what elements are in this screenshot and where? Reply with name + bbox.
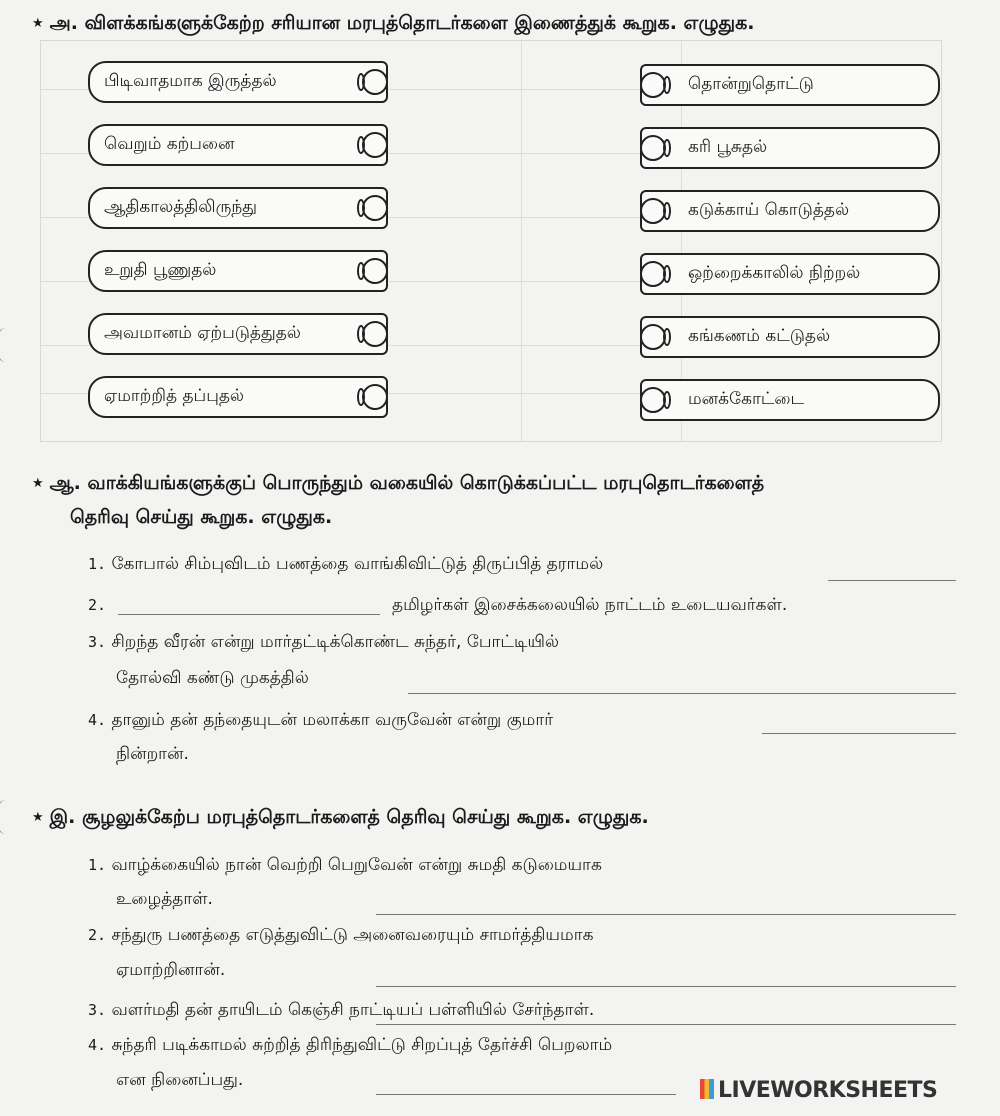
connector-knob[interactable] bbox=[640, 324, 666, 350]
section-i-title: இ. சூழலுக்கேற்ப மரபுத்தொடர்களைத் தெரிவு செய்து கூறுக. எழுதுக. bbox=[49, 806, 649, 828]
match-right-label: தொன்றுதொட்டு bbox=[688, 74, 814, 94]
sentence-item bbox=[88, 595, 106, 615]
connector-knob[interactable] bbox=[362, 132, 388, 158]
match-left-item[interactable] bbox=[88, 61, 388, 103]
match-right-item[interactable] bbox=[640, 127, 940, 169]
match-right-item[interactable] bbox=[640, 64, 940, 106]
sentence-text: சந்துரு பணத்தை எடுத்துவிட்டு அனைவரையும் சாமர்த்தியமாக bbox=[111, 925, 594, 945]
sentence-item bbox=[88, 925, 593, 947]
star-icon: ★ bbox=[32, 476, 44, 491]
answer-blank[interactable] bbox=[408, 693, 956, 694]
match-right-item[interactable] bbox=[640, 190, 940, 232]
connector-knob[interactable] bbox=[362, 69, 388, 95]
item-number: 2. bbox=[88, 926, 107, 944]
item-number: 4. bbox=[88, 1036, 107, 1054]
connector-knob[interactable] bbox=[640, 72, 666, 98]
answer-blank[interactable] bbox=[376, 1024, 956, 1025]
section-a-heading bbox=[32, 12, 755, 37]
connector-knob[interactable] bbox=[362, 195, 388, 221]
answer-blank[interactable] bbox=[828, 580, 956, 581]
match-left-label: வெறும் கற்பனை bbox=[104, 134, 235, 154]
sentence-text: வளர்மதி தன் தாயிடம் கெஞ்சி நாட்டியப் பள்ளியில் சேர்ந்தாள். bbox=[111, 1000, 595, 1020]
sentence-item bbox=[88, 855, 602, 877]
connector-knob[interactable] bbox=[640, 387, 666, 413]
connector-knob[interactable] bbox=[362, 258, 388, 284]
match-right-label: மனக்கோட்டை bbox=[688, 389, 805, 409]
sentence-text: தமிழர்கள் இசைக்கலையில் நாட்டம் உடையவர்கள். bbox=[392, 595, 788, 615]
page-edge-mark bbox=[0, 328, 17, 362]
logo-text: LIVEWORKSHEETS bbox=[718, 1078, 938, 1103]
star-icon: ★ bbox=[32, 810, 44, 825]
match-right-label: கடுக்காய் கொடுத்தல் bbox=[688, 200, 850, 220]
item-number: 4. bbox=[88, 711, 107, 729]
page-edge-mark bbox=[0, 800, 17, 834]
sentence-text: தானும் தன் தந்தையுடன் மலாக்கா வருவேன் என்று குமார் bbox=[111, 710, 554, 730]
answer-blank[interactable] bbox=[376, 914, 956, 915]
section-aa-heading bbox=[32, 472, 764, 497]
match-left-item[interactable] bbox=[88, 124, 388, 166]
star-icon: ★ bbox=[32, 16, 44, 31]
connector-knob[interactable] bbox=[640, 198, 666, 224]
item-number: 2. bbox=[88, 596, 107, 614]
item-number: 3. bbox=[88, 633, 107, 651]
sentence-text-cont: உழைத்தாள். bbox=[116, 889, 213, 909]
sentence-item bbox=[88, 1000, 594, 1022]
connector-knob[interactable] bbox=[640, 261, 666, 287]
answer-blank[interactable] bbox=[762, 733, 956, 734]
sentence-item bbox=[88, 554, 603, 576]
connector-knob[interactable] bbox=[362, 321, 388, 347]
sentence-text: கோபால் சிம்புவிடம் பணத்தை வாங்கிவிட்டுத் திருப்பித் தராமல் bbox=[111, 554, 604, 574]
section-i-heading bbox=[32, 806, 649, 831]
match-left-label: ஏமாற்றித் தப்புதல் bbox=[104, 386, 245, 406]
match-left-item[interactable] bbox=[88, 187, 388, 229]
match-left-label: ஆதிகாலத்திலிருந்து bbox=[104, 197, 258, 217]
sentence-item bbox=[88, 710, 553, 732]
sentence-item bbox=[88, 1035, 612, 1057]
match-right-item[interactable] bbox=[640, 316, 940, 358]
section-aa-title-line1: ஆ. வாக்கியங்களுக்குப் பொருந்தும் வகையில் கொடுக்கப்பட்ட மரபுதொடர்களைத் bbox=[49, 472, 765, 494]
match-left-item[interactable] bbox=[88, 313, 388, 355]
match-left-label: அவமானம் ஏற்படுத்துதல் bbox=[104, 323, 301, 343]
match-left-item[interactable] bbox=[88, 376, 388, 418]
match-left-label: பிடிவாதமாக இருத்தல் bbox=[104, 71, 277, 91]
sentence-text: வாழ்க்கையில் நான் வெற்றி பெறுவேன் என்று சுமதி கடுமையாக bbox=[111, 855, 602, 875]
match-right-item[interactable] bbox=[640, 379, 940, 421]
sentence-text-cont: ஏமாற்றினான். bbox=[116, 960, 226, 980]
item-number: 3. bbox=[88, 1001, 107, 1019]
answer-blank[interactable] bbox=[376, 1094, 676, 1095]
match-left-label: உறுதி பூணுதல் bbox=[104, 260, 217, 280]
connector-knob[interactable] bbox=[362, 384, 388, 410]
match-right-label: ஒற்றைக்காலில் நிற்றல் bbox=[688, 263, 861, 283]
match-right-item[interactable] bbox=[640, 253, 940, 295]
match-left-item[interactable] bbox=[88, 250, 388, 292]
section-aa-title-line2: தெரிவு செய்து கூறுக. எழுதுக. bbox=[70, 506, 333, 528]
answer-blank[interactable] bbox=[118, 614, 380, 615]
match-right-label: கங்கணம் கட்டுதல் bbox=[688, 326, 831, 346]
sentence-text-cont: நின்றான். bbox=[116, 744, 189, 764]
match-right-label: கரி பூசுதல் bbox=[688, 137, 768, 157]
sentence-item bbox=[88, 632, 559, 654]
item-number: 1. bbox=[88, 555, 107, 573]
answer-blank[interactable] bbox=[376, 986, 956, 987]
sentence-text: சுந்தரி படிக்காமல் சுற்றித் திரிந்துவிட்டு சிறப்புத் தேர்ச்சி பெறலாம் bbox=[111, 1035, 613, 1055]
logo-icon bbox=[700, 1079, 714, 1099]
sentence-text: சிறந்த வீரன் என்று மார்தட்டிக்கொண்ட சுந்தர், போட்டியில் bbox=[111, 632, 560, 652]
item-number: 1. bbox=[88, 856, 107, 874]
liveworksheets-logo bbox=[700, 1078, 937, 1103]
section-a-title: அ. விளக்கங்களுக்கேற்ற சரியான மரபுத்தொடர்களை இணைத்துக் கூறுக. எழுதுக. bbox=[49, 12, 755, 34]
sentence-text-cont: தோல்வி கண்டு முகத்தில் bbox=[116, 668, 309, 688]
connector-knob[interactable] bbox=[640, 135, 666, 161]
sentence-text-cont: என நினைப்பது. bbox=[116, 1070, 244, 1090]
